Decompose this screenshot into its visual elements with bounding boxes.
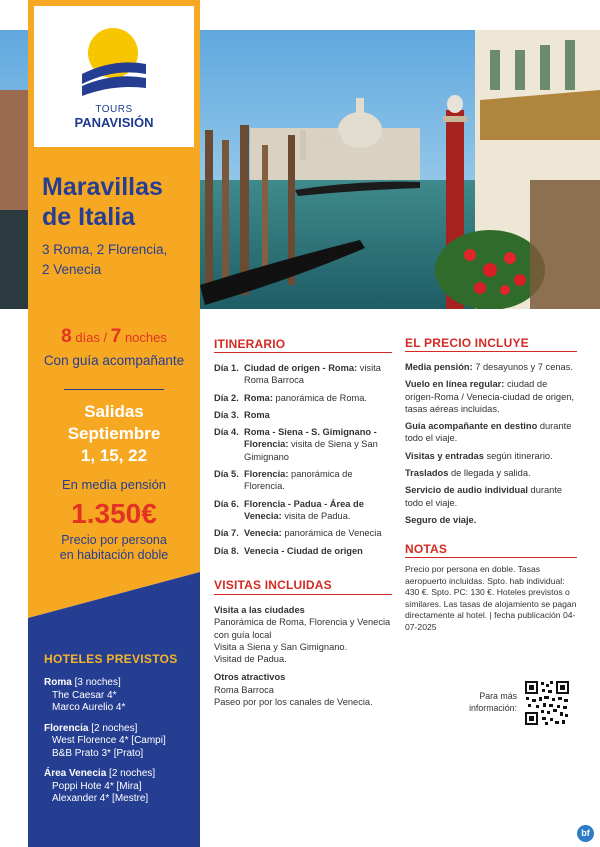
- qr-label: Para más información:: [469, 691, 517, 713]
- hotel-item: Alexander 4* [Mestre]: [52, 793, 149, 804]
- hotels-title: HOTELES PREVISTOS: [44, 652, 178, 666]
- itinerary-day: Día 6. Florencia - Padua - Área de Venecia: visita de Padua.: [214, 498, 364, 521]
- itinerary-list: [214, 362, 392, 562]
- hotel-group: Roma [3 noches] The Caesar 4* Marco Aurelio 4*: [44, 677, 166, 715]
- hotel-item: The Caesar 4*: [52, 689, 117, 701]
- itinerary-day: Día 1. Ciudad de origen - Roma: visita Roma Barroca: [214, 363, 381, 386]
- board-label: En media pensión: [61, 477, 167, 492]
- includes-item: Traslados de llegada y salida.: [405, 468, 531, 479]
- divider: [214, 594, 392, 595]
- logo-swoosh-icon: [80, 58, 148, 98]
- includes-title: EL PRECIO INCLUYE: [405, 336, 529, 350]
- includes-item: Vuelo en línea regular: ciudad de origen-Roma / Venecia-ciudad de origen, tasas aéreas incluidas.: [405, 379, 574, 414]
- price-note: Precio por persona en habitación doble: [59, 533, 169, 562]
- includes-list: [405, 361, 577, 531]
- divider: [64, 389, 164, 390]
- logo-tours-text: TOURS: [95, 104, 133, 115]
- divider: [405, 351, 577, 352]
- qr-code-icon[interactable]: [524, 680, 570, 726]
- hotel-item: West Florence 4* [Campi]: [52, 735, 166, 746]
- tour-subtitle: 3 Roma, 2 Florencia, 2 Venecia: [42, 242, 168, 277]
- visits-title: VISITAS INCLUIDAS: [214, 578, 332, 592]
- notes-title: NOTAS: [405, 542, 448, 556]
- brand-logo: [34, 6, 194, 147]
- hotel-item: Poppi Hote 4* [Mira]: [52, 780, 142, 792]
- includes-item: Media pensión: 7 desayunos y 7 cenas.: [405, 362, 573, 372]
- divider: [214, 352, 392, 353]
- includes-item: Visitas y entradas según itinerario.: [405, 450, 553, 461]
- bf-logo-badge: bf: [577, 825, 594, 842]
- includes-item: Seguro de viaje.: [405, 514, 477, 525]
- hotel-group: Área Venecia [2 noches] Poppi Hote 4* [Mira] Alexander 4* [Mestre]: [44, 768, 166, 806]
- hotels-list: [44, 677, 166, 814]
- itinerary-day: Día 5. Florencia: panorámica de Florencia.: [214, 469, 353, 492]
- hotel-group: Florencia [2 noches] West Florence 4* [Campi] B&B Prato 3* [Prato]: [44, 722, 166, 759]
- divider: [405, 557, 577, 558]
- includes-item: Guía acompañante en destino durante todo el viaje.: [405, 421, 572, 444]
- visits-list: Visita a las ciudades Panorámica de Roma, Florencia y Venecia con guía local Visita a Siena y San Gimignano. Visitad de Padua. Otros atractivos Roma Barroca Paseo por por los canales de Venecia.: [214, 605, 391, 708]
- itinerary-day: Día 2. Roma: panorámica de Roma.: [214, 392, 367, 403]
- guide-label: Con guía acompañante: [43, 353, 185, 368]
- price: 1.350€: [71, 498, 157, 529]
- logo-brand-name: PANAVISIÓN: [74, 115, 154, 130]
- departures: Salidas Septiembre 1, 15, 22: [67, 402, 161, 465]
- tour-title: Maravillas de Italia: [42, 173, 163, 231]
- hotel-item: Marco Aurelio 4*: [52, 702, 126, 713]
- hotel-item: B&B Prato 3* [Prato]: [52, 747, 144, 759]
- itinerary-day: Día 3. Roma: [214, 409, 270, 420]
- itinerary-day: Día 7. Venecia: panorámica de Venecia: [214, 528, 382, 539]
- notes-text: Precio por persona en doble. Tasas aeropuerto incluidas. Spto. hab individual: 430 €. Spto. PC: 130 €. Hoteles previstos o similares. Las tasas de alojamiento se pagan directamente al hotel. | fecha publicación 04-07-2025: [405, 564, 577, 632]
- itinerary-day: Día 8. Venecia - Ciudad de origen: [214, 545, 363, 556]
- includes-item: Servicio de audio individual durante todo el viaje.: [405, 485, 563, 508]
- itinerary-title: ITINERARIO: [214, 337, 286, 351]
- duration: 8 días / 7 noches: [61, 326, 167, 347]
- itinerary-day: Día 4. Roma - Siena - S. Gimignano - Florencia: visita de Siena y San Gimignano: [214, 427, 378, 462]
